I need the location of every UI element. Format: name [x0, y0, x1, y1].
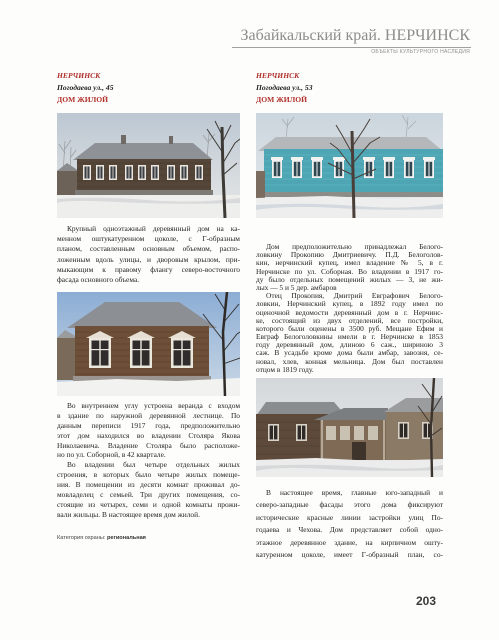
- right-description-1: [256, 243, 443, 374]
- chimney: [121, 135, 126, 144]
- photo-house-pogodaeva-45-closeup: [57, 292, 240, 396]
- right-object-type-heading: ДОМ ЖИЛОЙ: [256, 95, 308, 104]
- text-line: ловкин, Нерчинский купец, в 1892 году имел по: [256, 299, 443, 309]
- house: [67, 302, 217, 381]
- roof: [258, 137, 443, 151]
- text-line: планом, составленным основным объемом, распо-: [57, 244, 240, 254]
- left-object-type-heading: ДОМ ЖИЛОЙ: [57, 95, 109, 104]
- house-photo-illustration: [57, 292, 240, 396]
- photo-house-pogodaeva-53-street-view: [256, 113, 443, 218]
- text-line: Во владении был четыре отдельных жилых: [67, 460, 240, 470]
- text-line: кин, нерчинский купец, имел владение № 5, в г.: [256, 258, 443, 268]
- right-building: [384, 398, 443, 460]
- text-line: новал, хлев, конная мельница. Дом был поставлен: [256, 356, 443, 366]
- text-line: в здание по наружной деревянной лестнице. По: [57, 410, 240, 420]
- text-line: ке, состоящий из двух отделений, все постройки,: [256, 315, 443, 325]
- text-line: которого были оценены в 3500 руб. Мещане Ефим и: [256, 323, 443, 333]
- text-line: году деревянный дом, длиною 6 саж., шириною 3: [256, 340, 443, 350]
- text-line: этот дом находился во владении Столяра Якова: [57, 430, 240, 440]
- text-line: северо-западные фасады этого дома фиксируют: [256, 500, 443, 510]
- right-city-heading: НЕРЧИНСК: [256, 71, 300, 80]
- left-description-1: [57, 224, 240, 285]
- text-line: строения, в которых было четыре жилых помеще-: [57, 470, 240, 480]
- text-line: стоящие из четырех, семи и одной комнаты прожи-: [57, 499, 240, 509]
- windows: [83, 165, 203, 180]
- snow-ground: [57, 378, 240, 396]
- text-line: Во внутреннем углу устроена веранда с входом: [67, 401, 240, 410]
- house: [258, 137, 443, 197]
- text-line: ду было отдельных помещений жилых — 3, не жи-: [256, 274, 443, 284]
- running-header-subtitle: ОБЪЕКТЫ КУЛЬТУРНОГО НАСЛЕДИЯ: [371, 49, 470, 55]
- house: [73, 135, 213, 195]
- text-line: данным переписи 1917 года, предположительно: [57, 420, 240, 430]
- text-line: Евграф Белоголовкины имели в г. Нерчинске в 1853: [256, 332, 443, 342]
- text-line: фасада основного объема.: [57, 274, 140, 284]
- text-line: этажное деревянное здание, на кирпичном ошту-: [256, 537, 443, 547]
- house-photo-illustration: [57, 113, 240, 218]
- text-line: лых — 5 и 5 дер. амбаров: [256, 282, 337, 292]
- house-photo-illustration: [256, 378, 443, 477]
- wall: [256, 414, 328, 460]
- text-line: но по ул. Соборной, в 42 квартале.: [57, 450, 166, 460]
- text-line: ловкину Прокопию Дмитриевичу. П.Д. Белоголов-: [256, 250, 443, 260]
- text-line: катуренном цоколе, имеет Г-образный план, со-: [256, 549, 443, 559]
- text-line: ния. В помещении из десяти комнат проживал до-: [57, 480, 240, 490]
- chimney: [169, 136, 173, 144]
- text-line: ложенным вдоль улицы, и дворовым крылом, при-: [57, 254, 240, 264]
- text-line: мыкающим к правому флангу северо-восточного: [57, 264, 240, 274]
- right-description-2: [256, 487, 443, 561]
- fence: [256, 171, 265, 199]
- text-line: оценочной ведомости деревянный дом в г. Нерчинс-: [256, 307, 443, 317]
- header-rule: [232, 47, 471, 48]
- photo-house-pogodaeva-53-courtyard: [256, 378, 443, 477]
- left-address-heading: Погодаева ул., 45: [57, 83, 114, 92]
- text-line: Дом предположительно принадлежал Белого-: [266, 242, 443, 251]
- category-label: Категория охраны:: [57, 535, 106, 541]
- text-line: годаева и Чехова. Дом представляет собой одно-: [256, 525, 443, 535]
- protection-category: [57, 535, 146, 542]
- running-header-title: Забайкальский край. НЕРЧИНСК: [240, 27, 470, 44]
- text-line: исторические красные линии застройки улиц По-: [256, 512, 443, 522]
- foundation: [75, 190, 213, 195]
- text-line: Крупный одноэтажный деревянный дом на ка-: [67, 224, 240, 233]
- left-city-heading: НЕРЧИНСК: [57, 71, 101, 80]
- text-line: Нерчинске по ул. Соборная. Во владении в 1917 го-: [256, 266, 443, 276]
- house-photo-illustration: [256, 113, 443, 218]
- text-line: менном оштукатуренном цоколе, с Г-образным: [57, 234, 240, 244]
- photo-house-pogodaeva-45-street-view: [57, 113, 240, 218]
- text-line: саж. В усадьбе кроме дома были амбар, завозня, се-: [256, 348, 443, 358]
- text-line: мовладелец с семьей. Три других помещения, со-: [57, 490, 240, 500]
- roof: [73, 143, 213, 160]
- text-line: Отец Прокопия, Дмитрий Евграфович Белого-: [266, 291, 443, 301]
- right-address-heading: Погодаева ул., 53: [256, 83, 313, 92]
- veranda: [314, 408, 388, 460]
- category-value: региональная: [107, 535, 146, 541]
- text-line: В настоящее время, главные юго-западный и: [266, 488, 443, 497]
- windows: [86, 331, 196, 368]
- text-line: отцом в 1819 году.: [256, 364, 314, 374]
- text-line: вали жильцы. В настоящее время дом жилой.: [57, 509, 200, 519]
- entrance-door: [352, 442, 366, 460]
- left-description-2: [57, 401, 240, 520]
- text-line: Николаевича. Владение Столяра было расположе-: [57, 440, 240, 450]
- page-number: 203: [416, 594, 437, 608]
